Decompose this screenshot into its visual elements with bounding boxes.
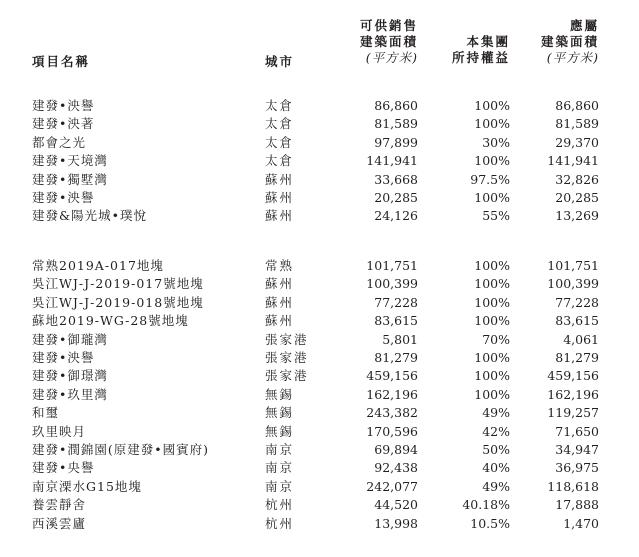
city-cell: 太倉 <box>265 116 295 132</box>
attributable-area-cell: 459,156 <box>547 368 599 384</box>
attributable-area-cell: 162,196 <box>547 386 599 402</box>
table-row <box>0 496 639 514</box>
city-cell: 蘇州 <box>265 208 295 224</box>
table-row <box>0 275 639 293</box>
city-cell: 蘇州 <box>265 294 295 310</box>
table-row <box>0 386 639 404</box>
group-interest-cell: 100% <box>474 98 510 113</box>
table-row <box>0 257 639 275</box>
attributable-area-cell: 34,947 <box>555 442 599 457</box>
city-cell: 太倉 <box>265 134 295 150</box>
group-interest-cell: 30% <box>482 134 510 150</box>
city-cell: 杭州 <box>265 497 295 513</box>
header-city-text: 城市 <box>265 54 295 69</box>
header-saleable-area-line1: 可供銷售 <box>359 18 418 33</box>
project-name-cell: 和璽 <box>32 405 60 421</box>
attributable-area-cell: 141,941 <box>547 153 599 169</box>
table-row <box>0 459 639 477</box>
header-attributable-area <box>541 18 599 66</box>
group-interest-cell: 100% <box>474 386 510 402</box>
saleable-area-cell: 162,196 <box>366 386 418 402</box>
attributable-area-cell: 1,470 <box>563 515 599 531</box>
city-cell: 南京 <box>265 460 295 476</box>
attributable-area-cell: 20,285 <box>555 190 599 205</box>
table-row <box>0 312 639 330</box>
city-cell: 南京 <box>265 478 295 494</box>
table-row <box>0 441 639 459</box>
attributable-area-cell: 81,279 <box>555 350 599 365</box>
project-name-cell: 南京溧水G15地塊 <box>32 478 142 494</box>
table-row <box>0 115 639 133</box>
attributable-area-cell: 101,751 <box>547 258 599 273</box>
group-interest-cell: 40.18% <box>462 497 510 513</box>
table-row <box>0 331 639 349</box>
saleable-area-cell: 5,801 <box>382 331 418 347</box>
saleable-area-cell: 33,668 <box>374 171 418 187</box>
table-row <box>0 349 639 367</box>
project-name-cell: 常熟2019A-017地塊 <box>32 258 164 273</box>
attributable-area-cell: 83,615 <box>555 313 599 329</box>
city-cell: 太倉 <box>265 153 295 169</box>
project-name-cell: 建發•泱著 <box>32 116 95 132</box>
project-name-cell: 養雲靜舍 <box>32 497 87 513</box>
header-group-interest <box>452 34 510 66</box>
table-row <box>0 134 639 152</box>
project-name-cell: 吳江WJ-J-2019-017號地塊 <box>32 276 204 292</box>
project-name-cell: 建發•泱譽 <box>32 190 95 205</box>
city-cell: 杭州 <box>265 515 295 531</box>
saleable-area-cell: 83,615 <box>374 313 418 329</box>
attributable-area-cell: 71,650 <box>555 423 599 439</box>
city-cell: 張家港 <box>265 368 309 384</box>
project-name-cell: 吳江WJ-J-2019-018號地塊 <box>32 294 204 310</box>
group-interest-cell: 97.5% <box>470 171 510 187</box>
project-name-cell: 建發•泱譽 <box>32 98 95 113</box>
city-cell: 張家港 <box>265 331 309 347</box>
attributable-area-cell: 100,399 <box>547 276 599 292</box>
saleable-area-cell: 69,894 <box>374 442 418 457</box>
city-cell: 無錫 <box>265 386 295 402</box>
group-interest-cell: 100% <box>474 350 510 365</box>
saleable-area-cell: 141,941 <box>366 153 418 169</box>
table-row <box>0 294 639 312</box>
attributable-area-cell: 118,618 <box>547 478 599 494</box>
attributable-area-cell: 13,269 <box>555 208 599 224</box>
attributable-area-cell: 29,370 <box>555 134 599 150</box>
saleable-area-cell: 77,228 <box>374 294 418 310</box>
group-interest-cell: 100% <box>474 276 510 292</box>
header-group-interest-line2: 所持權益 <box>451 50 510 65</box>
city-cell: 常熟 <box>265 258 295 273</box>
table-row <box>0 152 639 170</box>
city-cell: 太倉 <box>265 98 295 113</box>
attributable-area-cell: 4,061 <box>563 331 599 347</box>
header-attributable-area-unit: (平方米) <box>546 50 599 65</box>
group-interest-cell: 100% <box>474 153 510 169</box>
attributable-area-cell: 81,589 <box>555 116 599 132</box>
header-saleable-area-line2: 建築面積 <box>359 34 418 49</box>
project-name-cell: 都會之光 <box>32 134 87 150</box>
saleable-area-cell: 81,279 <box>374 350 418 365</box>
group-interest-cell: 100% <box>474 190 510 205</box>
attributable-area-cell: 36,975 <box>555 460 599 476</box>
saleable-area-cell: 24,126 <box>374 208 418 224</box>
city-cell: 無錫 <box>265 423 295 439</box>
saleable-area-cell: 86,860 <box>374 98 418 113</box>
group-interest-cell: 49% <box>482 478 510 494</box>
group-interest-cell: 10.5% <box>470 515 510 531</box>
project-name-cell: 建發•玖里灣 <box>32 386 108 402</box>
group-interest-cell: 100% <box>474 294 510 310</box>
header-group-interest-line1: 本集團 <box>466 34 510 49</box>
group-interest-cell: 42% <box>482 423 510 439</box>
group-interest-cell: 100% <box>474 313 510 329</box>
project-name-cell: 蘇地2019-WG-28號地塊 <box>32 313 189 329</box>
group-interest-cell: 55% <box>482 208 510 224</box>
saleable-area-cell: 81,589 <box>374 116 418 132</box>
saleable-area-cell: 20,285 <box>374 190 418 205</box>
table-row <box>0 97 639 115</box>
saleable-area-cell: 459,156 <box>366 368 418 384</box>
table-row <box>0 515 639 533</box>
group-interest-cell: 70% <box>482 331 510 347</box>
project-name-cell: 建發•御璟灣 <box>32 368 108 384</box>
header-city <box>265 54 294 70</box>
saleable-area-cell: 101,751 <box>366 258 418 273</box>
city-cell: 蘇州 <box>265 276 295 292</box>
project-name-cell: 建發•御瓏灣 <box>32 331 108 347</box>
group-interest-cell: 100% <box>474 116 510 132</box>
table-row <box>0 207 639 225</box>
group-interest-cell: 40% <box>482 460 510 476</box>
project-name-cell: 玖里映月 <box>32 423 87 439</box>
table-row <box>0 189 639 207</box>
table-row <box>0 171 639 189</box>
group-interest-cell: 100% <box>474 368 510 384</box>
saleable-area-cell: 100,399 <box>366 276 418 292</box>
saleable-area-cell: 242,077 <box>366 478 418 494</box>
project-name-cell: 建發•潤錦園(原建發•國賓府) <box>32 442 210 457</box>
saleable-area-cell: 243,382 <box>366 405 418 421</box>
group-interest-cell: 100% <box>474 258 510 273</box>
header-saleable-area-unit: (平方米) <box>365 50 418 65</box>
city-cell: 南京 <box>265 442 295 457</box>
project-name-cell: 建發•天境灣 <box>32 153 108 169</box>
table-row <box>0 478 639 496</box>
project-name-cell: 建發•獨墅灣 <box>32 171 108 187</box>
attributable-area-cell: 86,860 <box>555 98 599 113</box>
project-name-cell: 建發•央譽 <box>32 460 95 476</box>
table-row <box>0 367 639 385</box>
group-interest-cell: 50% <box>482 442 510 457</box>
saleable-area-cell: 97,899 <box>374 134 418 150</box>
saleable-area-cell: 44,520 <box>374 497 418 513</box>
saleable-area-cell: 13,998 <box>374 515 418 531</box>
saleable-area-cell: 170,596 <box>366 423 418 439</box>
city-cell: 蘇州 <box>265 171 295 187</box>
project-name-cell: 西溪雲廬 <box>32 515 87 531</box>
header-saleable-area <box>360 18 418 66</box>
header-project-name <box>32 54 90 70</box>
header-attributable-area-line2: 建築面積 <box>540 34 599 49</box>
city-cell: 張家港 <box>265 350 309 365</box>
attributable-area-cell: 119,257 <box>547 405 599 421</box>
header-attributable-area-line1: 應屬 <box>569 18 599 33</box>
city-cell: 蘇州 <box>265 313 295 329</box>
project-name-cell: 建發&陽光城•璞悅 <box>32 208 148 224</box>
table-row <box>0 423 639 441</box>
header-project-name-text: 項目名稱 <box>32 54 91 69</box>
attributable-area-cell: 17,888 <box>555 497 599 513</box>
city-cell: 無錫 <box>265 405 295 421</box>
city-cell: 蘇州 <box>265 190 295 205</box>
project-name-cell: 建發•泱譽 <box>32 350 95 365</box>
saleable-area-cell: 92,438 <box>374 460 418 476</box>
attributable-area-cell: 32,826 <box>555 171 599 187</box>
group-interest-cell: 49% <box>482 405 510 421</box>
table-row <box>0 404 639 422</box>
attributable-area-cell: 77,228 <box>555 294 599 310</box>
